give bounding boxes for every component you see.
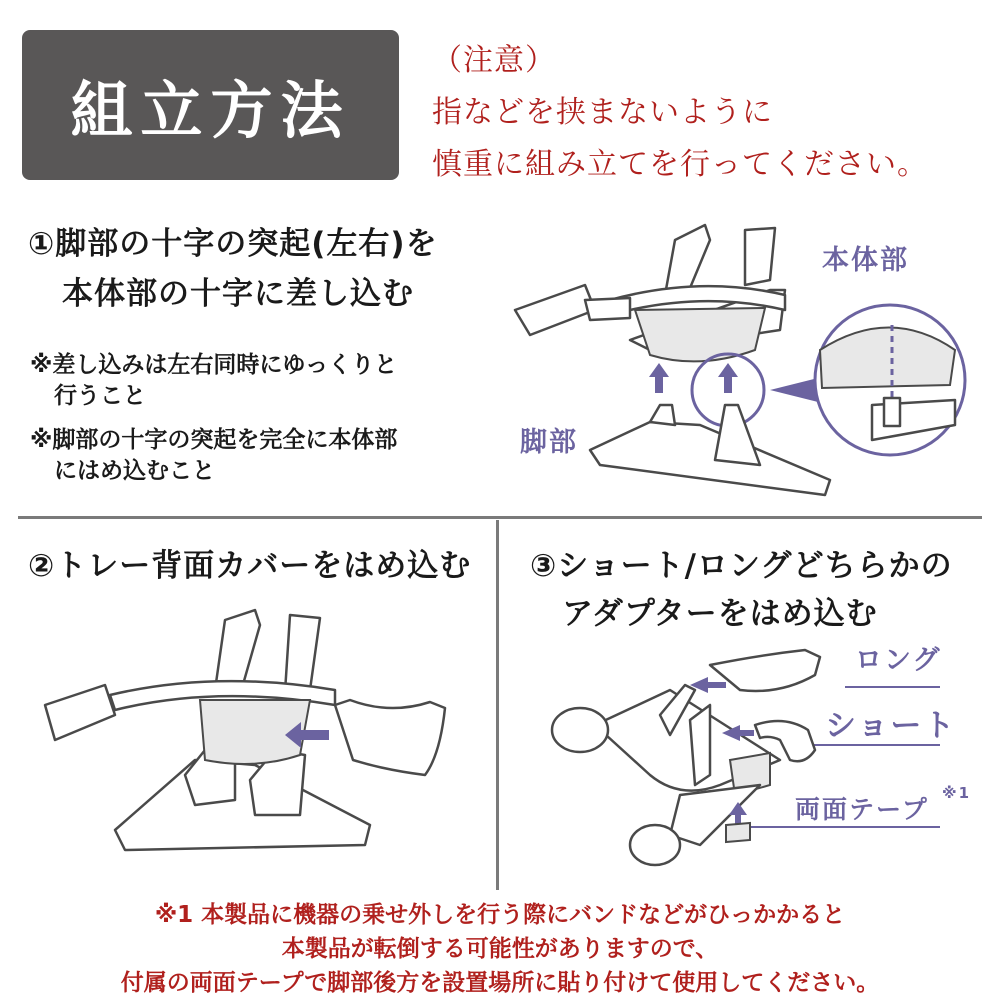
step1-illustration <box>500 210 980 510</box>
stand-body-holder <box>45 685 115 740</box>
section-divider-horizontal <box>18 516 982 519</box>
stand-body-prong-right <box>285 615 320 692</box>
stand-leg-post-left <box>650 405 675 425</box>
long-adapter <box>710 650 820 691</box>
note-line: にはめ込むこと <box>54 458 215 484</box>
label-leg: 脚部 <box>520 427 578 458</box>
stand-leg-base <box>590 422 830 495</box>
note-line: 行うこと <box>54 383 146 409</box>
stand-holder-ring <box>552 708 608 752</box>
label-body: 本体部 <box>822 245 909 276</box>
footer-line: 付属の両面テープで脚部後方を設置場所に貼り付けて使用してください。 <box>120 970 880 996</box>
stand-foot-ring <box>630 825 680 865</box>
arrow-short-shaft <box>738 730 754 736</box>
detail-cross-pin <box>884 398 900 426</box>
caution-note <box>432 35 928 191</box>
caution-line: 慎重に組み立てを行ってください。 <box>432 147 928 182</box>
step1-note-1 <box>30 350 397 412</box>
label-tape: 両面テープ <box>795 795 929 824</box>
arrow-up-right-icon <box>718 363 738 377</box>
section-divider-vertical <box>496 520 499 890</box>
footer-line: 本製品が転倒する可能性がありますので、 <box>281 936 719 962</box>
footer-note <box>0 898 1000 1000</box>
stand-body-holder <box>515 285 595 335</box>
step1-note-2 <box>30 425 397 487</box>
stand-leg-base <box>115 760 370 850</box>
double-sided-tape <box>726 823 750 842</box>
page-title: 組立方法 <box>70 73 351 147</box>
caution-line: 指などを挟まないように <box>432 95 773 130</box>
stand-prong-right <box>690 705 710 785</box>
stand-body-prong-right <box>745 228 775 285</box>
step1-heading-line2: 本体部の十字に差し込む <box>62 276 414 312</box>
label-long: ロング <box>855 645 942 676</box>
step1-heading-line1: ①脚部の十字の突起(左右)を <box>28 226 438 262</box>
label-tape-mark: ※1 <box>942 784 972 802</box>
arrow-left-shaft <box>297 730 329 740</box>
step2-illustration <box>35 600 480 865</box>
note-line: ※差し込みは左右同時にゆっくりと <box>30 352 398 378</box>
stand-body-holder-arm <box>585 298 630 320</box>
caution-line: （注意） <box>432 43 556 78</box>
arrow-up-right-shaft <box>724 375 732 393</box>
tray-back-cover <box>335 700 445 775</box>
arrow-up-left-icon <box>649 363 669 377</box>
footer-line: ※1 本製品に機器の乗せ外しを行う際にバンドなどがひっかかると <box>154 902 846 928</box>
section-title-box <box>22 30 399 180</box>
note-line: ※脚部の十字の突起を完全に本体部 <box>30 427 398 453</box>
arrow-long-shaft <box>706 682 726 688</box>
step3-illustration <box>540 635 985 885</box>
arrow-up-left-shaft <box>655 375 663 393</box>
stand-body-tray <box>635 308 765 361</box>
zoom-pointer-icon <box>770 378 818 402</box>
step2-heading: ②トレー背面カバーをはめ込む <box>28 548 472 584</box>
label-short: ショート <box>825 708 957 744</box>
step3-heading-line1: ③ショート/ロングどちらかの <box>530 548 953 584</box>
step3-heading-line2: アダプターをはめ込む <box>562 596 878 632</box>
